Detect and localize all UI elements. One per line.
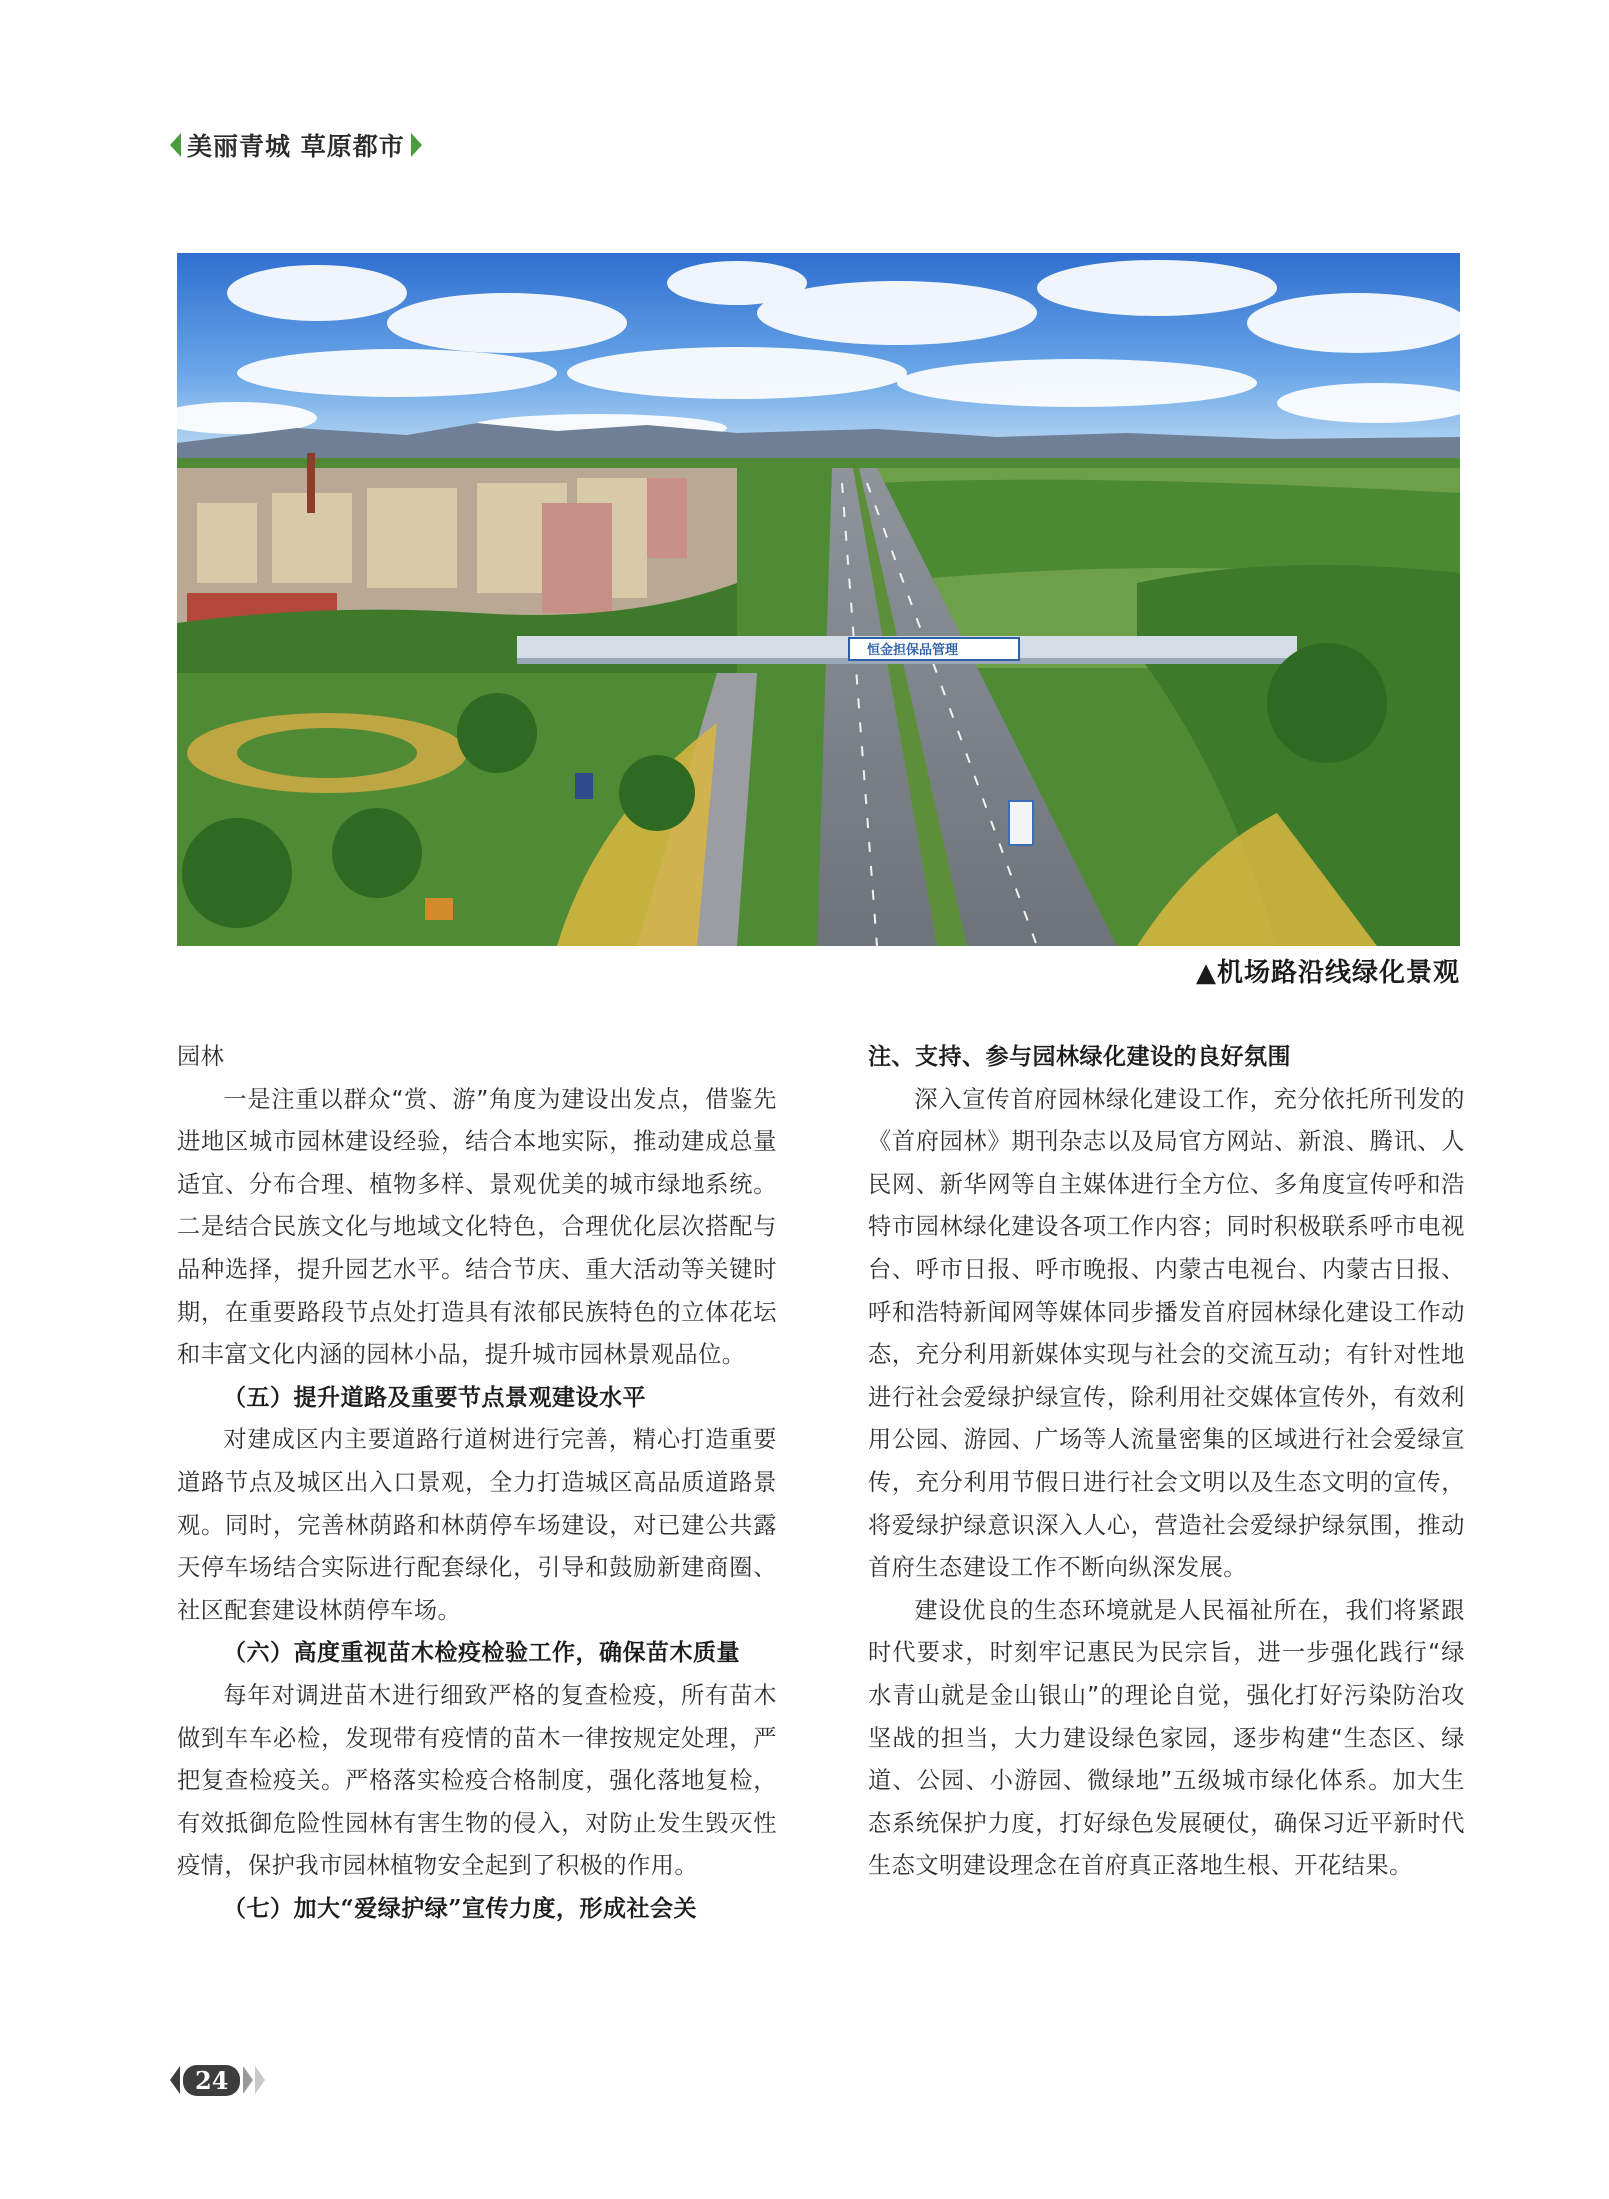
right-column [868, 1036, 1465, 1888]
section-heading-6: （六）高度重视苗木检疫检验工作，确保苗木质量 [223, 1639, 740, 1667]
left-column [177, 1036, 777, 1930]
left-para-3: 对建成区内主要道路行道树进行完善，精心打造重要道路节点及城区出入口景观，全力打造城区高品质道路景观。同时，完善林荫路和林荫停车场建设，对已建公共露天停车场结合实际进行配套绿化，引导和鼓励新建商圈、社区配套建设林荫停车场。 [177, 1426, 777, 1624]
page-left-chevron-icon [170, 2066, 180, 2094]
airport-road-photo [177, 253, 1460, 946]
left-para-2: 一是注重以群众“赏、游”角度为建设出发点，借鉴先进地区城市园林建设经验，结合本地实际，推动建成总量适宜、分布合理、植物多样、景观优美的城市绿地系统。二是结合民族文化与地域文化特色，合理优化层次搭配与品种选择，提升园艺水平。结合节庆、重大活动等关键时期，在重要路段节点处打造具有浓郁民族特色的立体花坛和丰富文化内涵的园林小品，提升城市园林景观品位。 [177, 1085, 777, 1369]
running-header [170, 128, 422, 162]
right-chevron-icon [411, 133, 422, 157]
left-para-4: 每年对调进苗木进行细致严格的复查检疫，所有苗木做到车车必检，发现带有疫情的苗木一律按规定处理，严把复查检疫关。严格落实检疫合格制度，强化落地复检，有效抵御危险性园林有害生物的侵入，对防止发生毁灭性疫情，保护我市园林植物安全起到了积极的作用。 [177, 1681, 777, 1880]
right-para-2: 建设优良的生态环境就是人民福祉所在，我们将紧跟时代要求，时刻牢记惠民为民宗旨，进一步强化践行“绿水青山就是金山银山”的理论自觉，强化打好污染防治攻坚战的担当，大力建设绿色家园，逐步构建“生态区、绿道、公园、小游园、微绿地”五级城市绿化体系。加大生态系统保护力度，打好绿色发展硬仗，确保习近平新时代生态文明建设理念在首府真正落地生根、开花结果。 [868, 1596, 1465, 1880]
page-right-chevron-icon [243, 2066, 253, 2094]
left-chevron-icon [170, 133, 181, 157]
section-heading-7-cont: 注、支持、参与园林绿化建设的良好氛围 [868, 1043, 1291, 1070]
page-right-chevron-2-icon [255, 2066, 265, 2094]
photo-caption: ▲机场路沿线绿化景观 [1196, 958, 1460, 988]
left-para-1: 园林 [177, 1043, 225, 1070]
page-number [170, 2062, 265, 2098]
section-heading-7: （七）加大“爱绿护绿”宣传力度，形成社会关 [223, 1894, 697, 1922]
section-heading-5: （五）提升道路及重要节点景观建设水平 [223, 1383, 646, 1411]
right-para-1: 深入宣传首府园林绿化建设工作，充分依托所刊发的《首府园林》期刊杂志以及局官方网站、新浪、腾讯、人民网、新华网等自主媒体进行全方位、多角度宣传呼和浩特市园林绿化建设各项工作内容；同时积极联系呼市电视台、呼市日报、呼市晚报、内蒙古电视台、内蒙古日报、呼和浩特新闻网等媒体同步播发首府园林绿化建设工作动态，充分利用新媒体实现与社会的交流互动；有针对性地进行社会爱绿护绿宣传，除利用社交媒体宣传外，有效利用公园、游园、广场等人流量密集的区域进行社会爱绿宣传，充分利用节假日进行社会文明以及生态文明的宣传，将爱绿护绿意识深入人心，营造社会爱绿护绿氛围，推动首府生态建设工作不断向纵深发展。 [868, 1085, 1465, 1582]
header-title: 美丽青城 草原都市 [187, 132, 405, 161]
page-number-label: 24 [183, 2065, 240, 2096]
billboard-text: 恒金担保品管理 [867, 643, 959, 658]
